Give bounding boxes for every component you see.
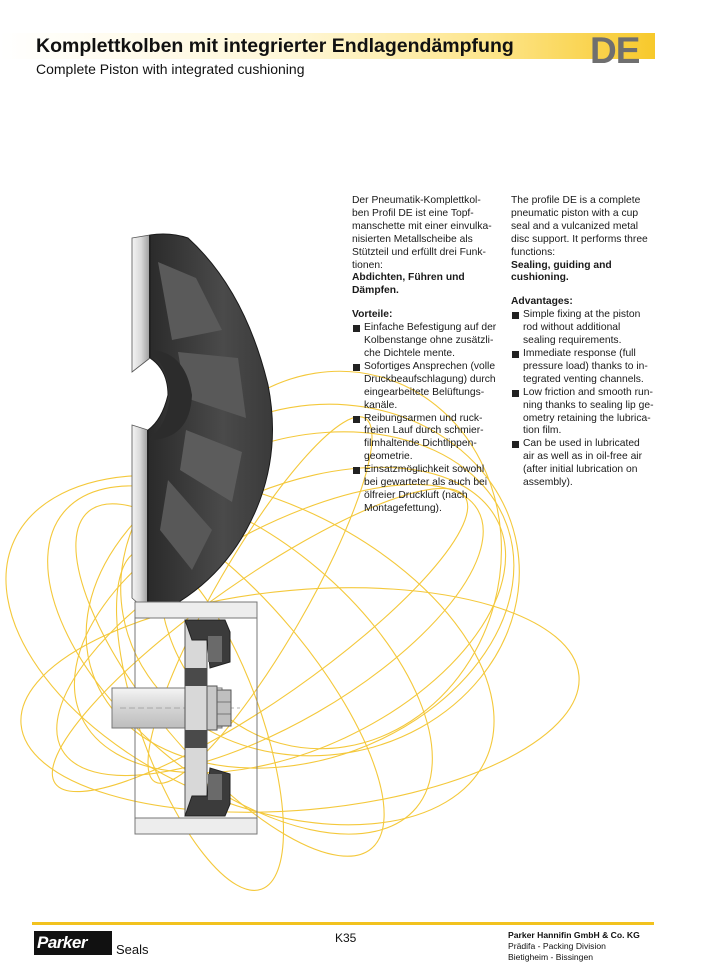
text-column-german <box>352 195 504 516</box>
page-number: K35 <box>335 931 357 945</box>
profile-badge: DE <box>590 30 640 71</box>
company-location: Bietigheim - Bissingen <box>508 952 594 962</box>
text-column-english <box>511 195 663 490</box>
advantage-item-en: Low friction and smooth run- ning thanks to sealing lip ge- ometry retaining the lubrica- tion film. <box>511 387 663 439</box>
intro-de: Der Pneumatik-Komplettkol- ben Profil DE ist eine Topf- manschette mit einer einvulka- nisierten Metallscheibe als Stützteil und erfüllt drei Funk- tionen: <box>352 195 492 271</box>
logo-suffix: Seals <box>116 942 149 957</box>
advantage-item-de: Einfache Befestigung auf der Kolbenstange ohne zusätzli- che Dichtele mente. <box>352 322 504 361</box>
advantage-item-de: Reibungsarmen und ruck- freien Lauf durch schmier- filmhaltende Dichtlippen- geometrie. <box>352 413 504 465</box>
advantage-item-en: Simple fixing at the piston rod without additional sealing requirements. <box>511 309 663 348</box>
functions-en: Sealing, guiding and cushioning. <box>511 259 612 284</box>
piston-disc <box>132 234 273 615</box>
advantages-title-en: Advantages: <box>511 296 573 308</box>
company-division: Prädifa - Packing Division <box>508 941 606 951</box>
advantages-title-de: Vorteile: <box>352 309 393 321</box>
advantage-item-en: Can be used in lubricated air as well as in oil-free air (after initial lubrication on assembly). <box>511 438 663 490</box>
advantage-item-de: Einsatzmöglichkeit sowohl bei gewarteter als auch bei ölfreier Druckluft (nach Montagefettung). <box>352 464 504 516</box>
advantage-item-de: Sofortiges Ansprechen (volle Druckbeaufschlagung) durch eingearbeitete Belüftungs- kanäle. <box>352 361 504 413</box>
advantage-item-en: Immediate response (full pressure load) thanks to in- tegrated venting channels. <box>511 348 663 387</box>
page-subtitle: Complete Piston with integrated cushioning <box>36 61 305 77</box>
intro-en: The profile DE is a complete pneumatic piston with a cup seal and a vulcanized metal disc support. It performs three functions: <box>511 195 648 258</box>
company-name: Parker Hannifin GmbH & Co. KG <box>508 930 640 940</box>
page-title: Komplettkolben mit integrierter Endlagendämpfung <box>36 35 514 57</box>
functions-de: Abdichten, Führen und Dämpfen. <box>352 272 465 297</box>
parker-logo-text: Parker <box>37 933 87 952</box>
footer-rule <box>32 922 654 925</box>
company-info <box>508 930 640 963</box>
